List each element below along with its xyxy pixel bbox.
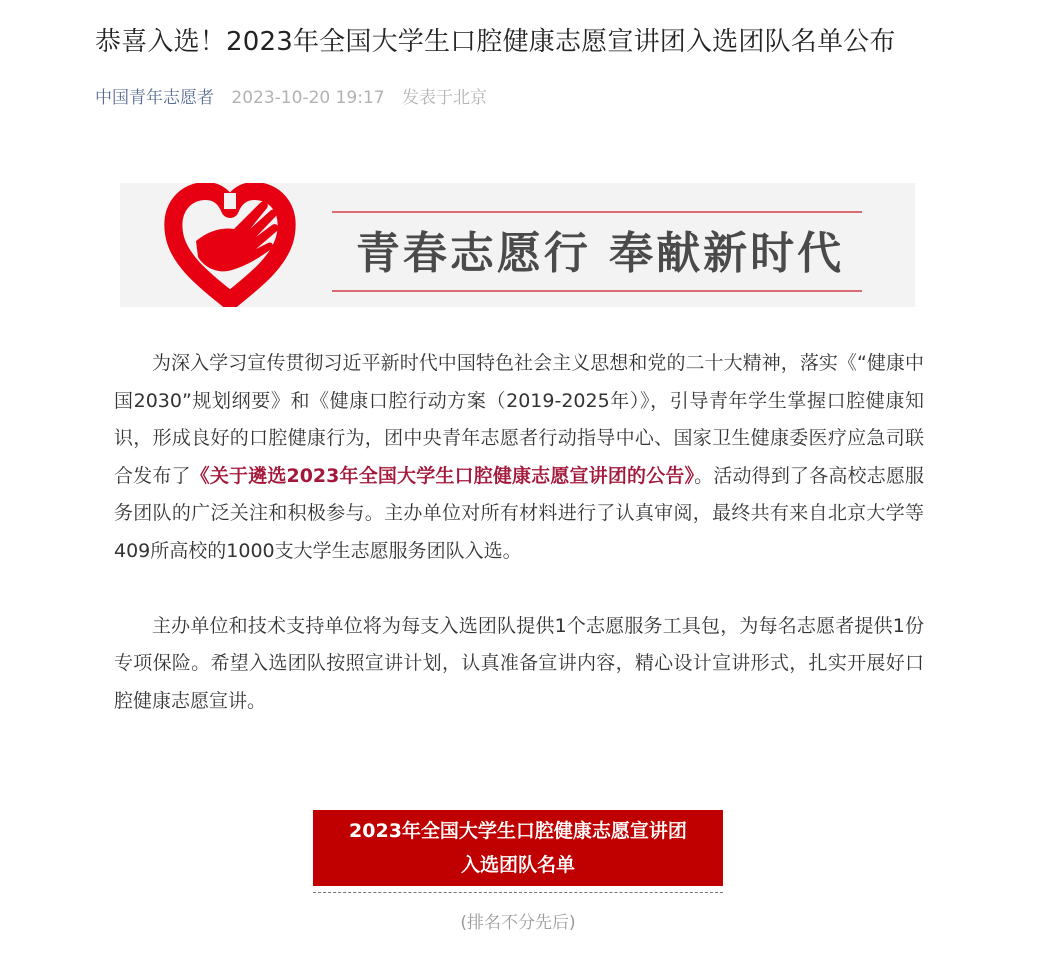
publish-location: 发表于北京 <box>402 88 488 108</box>
dashed-divider <box>313 892 723 893</box>
announcement-link[interactable]: 《关于遴选2023年全国大学生口腔健康志愿宣讲团的公告》 <box>190 464 695 487</box>
paragraph-1 <box>114 345 924 570</box>
account-name-link[interactable]: 中国青年志愿者 <box>95 88 214 108</box>
banner-top-line <box>332 211 862 213</box>
paragraph-1-rest: 。活动得到了各高校志愿服务团队的广泛关注和积极参与。主办单位对所有材料进行了认真审阅，最终共有来自北京大学等409所高校的1000支大学生志愿服务团队入选。 <box>114 464 924 562</box>
team-list-heading-box <box>313 810 723 886</box>
volunteer-banner-image <box>120 183 915 307</box>
paragraph-2: 主办单位和技术支持单位将为每支入选团队提供1个志愿服务工具包，为每名志愿者提供1份专项保险。希望入选团队按照宣讲计划，认真准备宣讲内容，精心设计宣讲形式，扎实开展好口腔健康志愿宣讲。 <box>114 614 924 712</box>
article-title: 恭喜入选！2023年全国大学生口腔健康志愿宣讲团入选团队名单公布 <box>95 27 896 57</box>
article-header <box>95 0 930 110</box>
ranking-order-note: (排名不分先后) <box>460 913 576 933</box>
paragraph-1-intro: 为深入学习宣传贯彻习近平新时代中国特色社会主义思想和党的二十大精神，落实《“健康中国2030”规划纲要》和《健康口腔行动方案（2019-2025年）》，引导青年学生掌握口腔健康知识，形成良好的口腔健康行为，团中央青年志愿者行动指导中心、国家卫生健康委医疗应急司联合发布了 <box>114 352 924 487</box>
article-body <box>114 345 924 720</box>
volunteer-heart-hand-icon <box>164 183 296 307</box>
article-meta <box>95 86 930 110</box>
team-list-heading-line1: 2023年全国大学生口腔健康志愿宣讲团 <box>349 820 687 842</box>
banner-slogan: 青春志愿行 奉献新时代 <box>355 228 845 279</box>
banner-bottom-line <box>332 290 862 292</box>
publish-time: 2023-10-20 19:17 <box>231 88 385 108</box>
team-list-heading-line2: 入选团队名单 <box>460 854 575 876</box>
